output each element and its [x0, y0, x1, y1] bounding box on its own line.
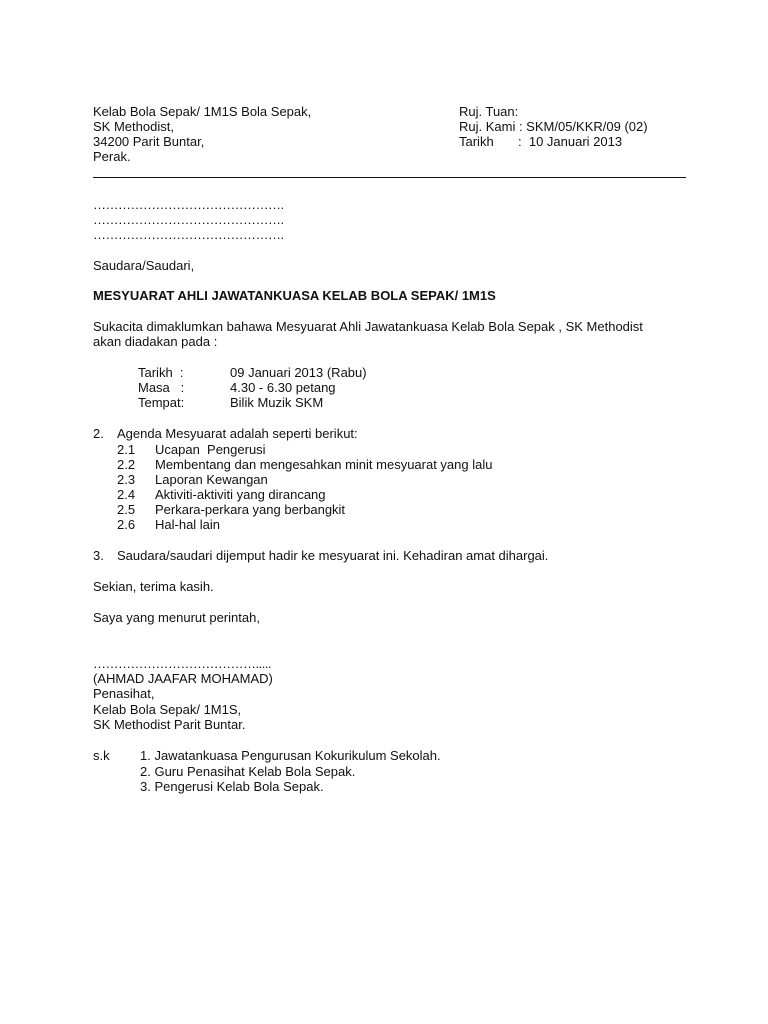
signatory-name: (AHMAD JAAFAR MOHAMAD): [93, 671, 273, 686]
tarikh-label: Tarikh: [459, 134, 494, 149]
tarikh-value: : 10 Januari 2013: [518, 134, 623, 149]
agenda-item-number: 2.4: [117, 487, 136, 502]
agenda-number: 2.: [93, 426, 104, 441]
agenda-item-text: Ucapan Pengerusi: [155, 442, 266, 457]
recipient-line-1: ……………………………………….: [93, 197, 284, 212]
intro-line-1: Sukacita dimaklumkan bahawa Mesyuarat Ahli Jawatankuasa Kelab Bola Sepak , SK Methodist: [93, 319, 643, 334]
agenda-item-text: Hal-hal lain: [155, 517, 221, 532]
signature-line: ………………………………….....: [93, 656, 272, 671]
signatory-title: Penasihat,: [93, 686, 155, 701]
agenda-item-number: 2.6: [117, 517, 136, 532]
header-divider: [93, 177, 686, 178]
detail-label-tempat: Tempat:: [138, 395, 185, 410]
detail-label-tarikh: Tarikh :: [138, 365, 184, 380]
agenda-item-text: Laporan Kewangan: [155, 472, 268, 487]
sender-line-2: SK Methodist,: [93, 119, 174, 134]
signatory-org-1: Kelab Bola Sepak/ 1M1S,: [93, 702, 242, 717]
sender-line-4: Perak.: [93, 149, 131, 164]
agenda-item-text: Membentang dan mengesahkan minit mesyuarat yang lalu: [155, 457, 493, 472]
cc-item: 2. Guru Penasihat Kelab Bola Sepak.: [140, 764, 356, 779]
signoff-text: Saya yang menurut perintah,: [93, 610, 260, 625]
cc-item: 1. Jawatankuasa Pengurusan Kokurikulum Sekolah.: [140, 748, 441, 763]
agenda-item-number: 2.3: [117, 472, 136, 487]
cc-item: 3. Pengerusi Kelab Bola Sepak.: [140, 779, 324, 794]
sender-line-1: Kelab Bola Sepak/ 1M1S Bola Sepak,: [93, 104, 312, 119]
ruj-tuan: Ruj. Tuan:: [459, 104, 519, 119]
point3-number: 3.: [93, 548, 104, 563]
closing-text: Sekian, terima kasih.: [93, 579, 214, 594]
signatory-org-2: SK Methodist Parit Buntar.: [93, 717, 246, 732]
subject-heading: MESYUARAT AHLI JAWATANKUASA KELAB BOLA SEPAK/ 1M1S: [93, 288, 496, 303]
agenda-item-number: 2.5: [117, 502, 136, 517]
salutation: Saudara/Saudari,: [93, 258, 195, 273]
detail-label-masa: Masa :: [138, 380, 185, 395]
point3-text: Saudara/saudari dijemput hadir ke mesyuarat ini. Kehadiran amat dihargai.: [117, 548, 549, 563]
recipient-line-3: ……………………………………….: [93, 227, 284, 242]
detail-value-masa: 4.30 - 6.30 petang: [230, 380, 336, 395]
agenda-item-text: Perkara-perkara yang berbangkit: [155, 502, 346, 517]
agenda-heading: Agenda Mesyuarat adalah seperti berikut:: [117, 426, 358, 441]
cc-label: s.k: [93, 748, 110, 763]
agenda-item-number: 2.2: [117, 457, 136, 472]
intro-line-2: akan diadakan pada :: [93, 334, 218, 349]
detail-value-tempat: Bilik Muzik SKM: [230, 395, 324, 410]
detail-value-tarikh: 09 Januari 2013 (Rabu): [230, 365, 367, 380]
recipient-line-2: ……………………………………….: [93, 212, 284, 227]
agenda-item-number: 2.1: [117, 442, 136, 457]
sender-line-3: 34200 Parit Buntar,: [93, 134, 205, 149]
ruj-kami: Ruj. Kami : SKM/05/KKR/09 (02): [459, 119, 648, 134]
agenda-item-text: Aktiviti-aktiviti yang dirancang: [155, 487, 326, 502]
